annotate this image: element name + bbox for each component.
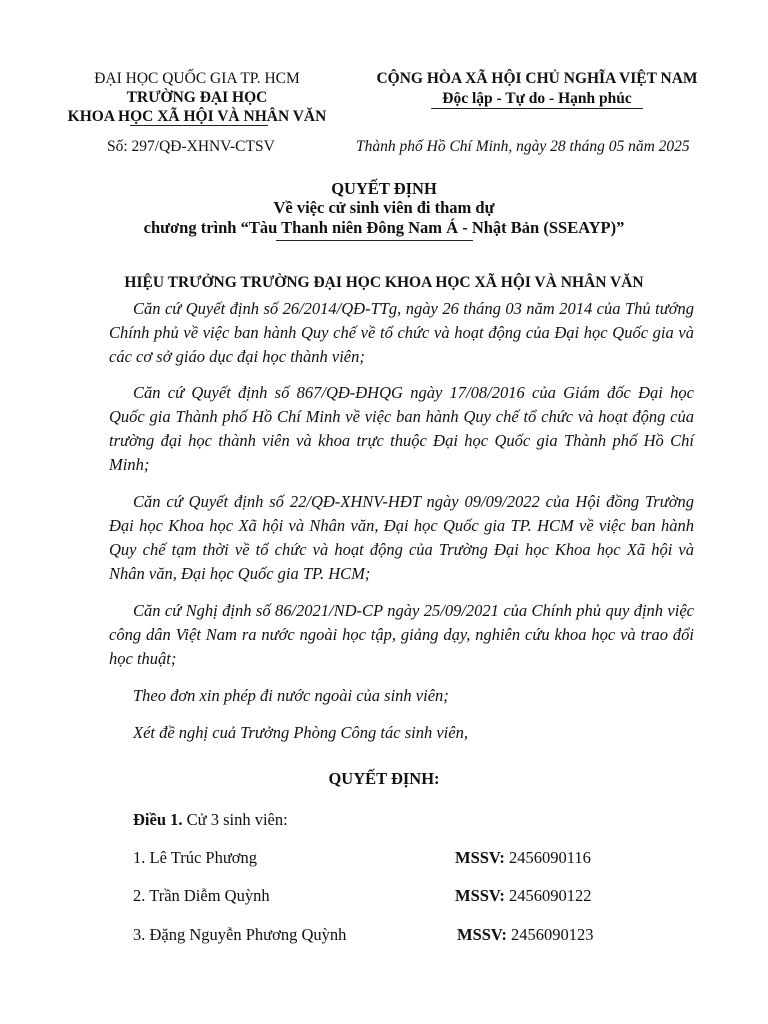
- authority-line-3: KHOA HỌC XÃ HỘI VÀ NHÂN VĂN: [67, 108, 327, 125]
- mssv-label: MSSV:: [457, 925, 507, 944]
- decision-heading: QUYẾT ĐỊNH:: [328, 769, 440, 788]
- preamble-text: Căn cứ Quyết định số 867/QĐ-ĐHQG ngày 17/08/2016 của Giám đốc Đại học Quốc gia Thành phố Hồ Chí Minh về việc ban hành Quy chế tổ chức và hoạt động của trường đại học thành viên và khoa trực thuộc Đại học Quốc gia Thành phố Hồ Chí Minh;: [109, 383, 694, 474]
- preamble-text: Theo đơn xin phép đi nước ngoài của sinh viên;: [133, 686, 449, 705]
- preamble-paragraph-3: [109, 490, 694, 586]
- mssv-value: 2456090123: [510, 925, 594, 944]
- issuing-authority: [47, 69, 347, 126]
- document-title: QUYẾT ĐỊNH: [331, 179, 437, 198]
- preamble-text: Xét đề nghị cuả Trưởng Phòng Công tác sinh viên,: [133, 723, 468, 742]
- motto-underline: [431, 108, 643, 109]
- article-1: [133, 810, 288, 830]
- preamble-text: Căn cứ Nghị định số 86/2021/ND-CP ngày 25/09/2021 của Chính phủ quy định việc công dân Việt Nam ra nước ngoài học tập, giảng dạy, nghiên cứu khoa học và trao đổi học thuật;: [109, 601, 694, 668]
- preamble-paragraph-2: [109, 381, 694, 477]
- subject-line-2: chương trình “Tàu Thanh niên Đông Nam Á - Nhật Bản (SSEAYP)”: [143, 218, 625, 237]
- mssv-value: 2456090122: [508, 886, 592, 905]
- preamble-paragraph-4: [109, 599, 694, 671]
- student-name: 3. Đặng Nguyễn Phương Quỳnh: [133, 925, 347, 944]
- issuer-title: HIỆU TRƯỞNG TRƯỜNG ĐẠI HỌC KHOA HỌC XÃ HỘI VÀ NHÂN VĂN: [124, 274, 644, 291]
- title-underline: [276, 240, 473, 241]
- mssv-label: MSSV:: [455, 848, 505, 867]
- mssv-label: MSSV:: [455, 886, 505, 905]
- student-name: 2. Trần Diễm Quỳnh: [133, 886, 270, 905]
- student-name: 1. Lê Trúc Phương: [133, 848, 258, 867]
- national-motto: [337, 69, 737, 109]
- motto: Độc lập - Tự do - Hạnh phúc: [442, 90, 632, 107]
- preamble-text: Căn cứ Quyết định số 26/2014/QĐ-TTg, ngày 26 tháng 03 năm 2014 của Thủ tướng Chính phủ về việc ban hành Quy chế về tổ chức và hoạt động của Đại học Quốc gia và các cơ sở giáo dục đại học thành viên;: [109, 299, 694, 366]
- student-id: [455, 848, 591, 868]
- document-number: Số: 297/QĐ-XHNV-CTSV: [107, 138, 275, 155]
- authority-line-1: ĐẠI HỌC QUỐC GIA TP. HCM: [94, 70, 300, 87]
- authority-line-2: TRƯỜNG ĐẠI HỌC: [126, 89, 268, 106]
- mssv-value: 2456090116: [508, 848, 591, 867]
- article-1-label: Điều 1.: [133, 810, 183, 829]
- place-and-date: Thành phố Hồ Chí Minh, ngày 28 tháng 05 năm 2025: [356, 138, 690, 155]
- preamble-paragraph-5: [109, 684, 694, 708]
- preamble-paragraph-1: [109, 297, 694, 369]
- subject-line-1: Về việc cử sinh viên đi tham dự: [273, 198, 495, 217]
- student-id: [457, 925, 593, 945]
- authority-underline: [130, 125, 268, 126]
- article-1-text: Cử 3 sinh viên:: [186, 810, 288, 829]
- preamble-paragraph-6: [109, 721, 694, 745]
- student-id: [455, 886, 591, 906]
- nation-name: CỘNG HÒA XÃ HỘI CHỦ NGHĨA VIỆT NAM: [376, 70, 698, 87]
- preamble-text: Căn cứ Quyết định số 22/QĐ-XHNV-HĐT ngày 09/09/2022 của Hội đồng Trường Đại học Khoa học Xã hội và Nhân văn, Đại học Quốc gia TP. HCM về việc ban hành Quy chế tạm thời về tổ chức và hoạt động của Trường Đại học Khoa học Xã hội và Nhân văn, Đại học Quốc gia TP. HCM;: [109, 492, 694, 583]
